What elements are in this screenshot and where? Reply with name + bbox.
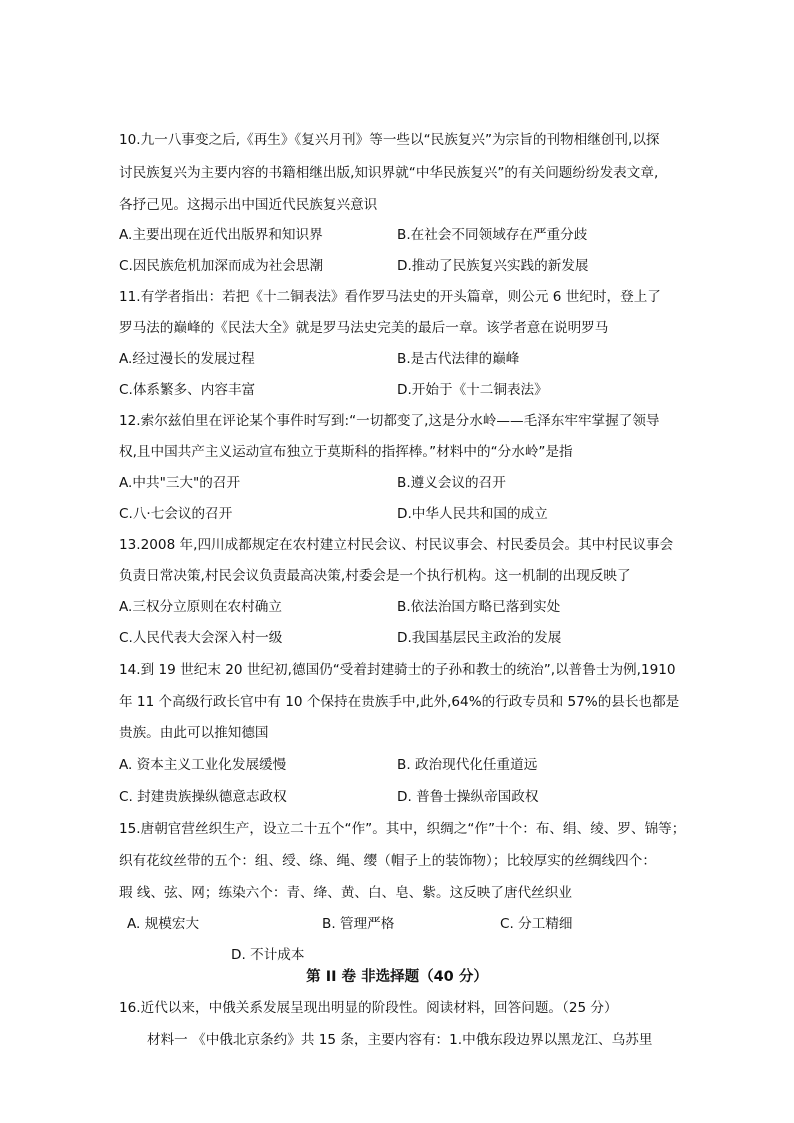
q13-option-d: D.我国基层民主政治的发展 — [397, 630, 562, 646]
q10-line-2: 讨民族复兴为主要内容的书籍相继出版,知识界就“中华民族复兴”的有关问题纷纷发表文章, — [119, 165, 659, 181]
q14-line-3: 贵族。由此可以推知德国 — [119, 725, 269, 741]
q12-line-2: 权,且中国共产主义运动宣布独立于莫斯科的指挥棒。”材料中的“分水岭”是指 — [119, 444, 573, 460]
q11-option-b: B.是古代法律的巅峰 — [397, 351, 520, 367]
q11-option-a: A.经过漫长的发展过程 — [119, 351, 255, 367]
q14-option-a: A. 资本主义工业化发展缓慢 — [119, 757, 287, 773]
q12-option-a: A.中共"三大"的召开 — [119, 475, 241, 491]
q15-option-a: A. 规模宏大 — [127, 916, 200, 932]
q12-option-d: D.中华人民共和国的成立 — [397, 506, 548, 522]
q15-line-3: 瑕 线、弦、网；练染六个：青、绛、黄、白、皂、紫。这反映了唐代丝织业 — [119, 885, 572, 901]
q14-option-c: C. 封建贵族操纵德意志政权 — [119, 789, 287, 805]
q10-option-a: A.主要出现在近代出版界和知识界 — [119, 227, 323, 243]
q16-material-one: 材料一 《中俄北京条约》共 15 条，主要内容有：1.中俄东段边界以黑龙江、乌苏里 — [147, 1032, 653, 1048]
q12-line-1: 12.索尔兹伯里在评论某个事件时写到:“一切都变了,这是分水岭——毛泽东牢牢掌握了领导 — [119, 413, 660, 429]
q12-option-b: B.遵义会议的召开 — [397, 475, 506, 491]
q13-option-c: C.人民代表大会深入村一级 — [119, 630, 283, 646]
q13-option-b: B.依法治国方略已落到实处 — [397, 599, 561, 615]
q15-line-1: 15.唐朝官营丝织生产，设立二十五个“作”。其中，织绸之“作”十个：布、绢、绫、罗、锦等； — [119, 821, 686, 837]
q11-option-c: C.体系繁多、内容丰富 — [119, 382, 256, 398]
q15-line-2: 织有花纹丝带的五个：组、绶、绦、绳、缨（帽子上的装饰物）；比较厚实的丝绸线四个： — [119, 853, 656, 869]
q10-option-c: C.因民族危机加深而成为社会思潮 — [119, 258, 324, 274]
q13-line-2: 负责日常决策,村民会议负责最高决策,村委会是一个执行机构。这一机制的出现反映了 — [119, 568, 631, 584]
q15-option-c: C. 分工精细 — [500, 916, 573, 932]
q14-line-1: 14.到 19 世纪末 20 世纪初,德国仍“受着封建骑士的子孙和教士的统治”,以普鲁士为例,1910 — [119, 662, 676, 678]
q10-option-b: B.在社会不同领域存在严重分歧 — [397, 227, 588, 243]
q10-line-1: 10.九一八事变之后,《再生》《复兴月刊》等一些以“民族复兴”为宗旨的刊物相继创刊,以探 — [119, 132, 660, 148]
q16-stem: 16.近代以来，中俄关系发展呈现出明显的阶段性。阅读材料，回答问题。（25 分） — [119, 1000, 618, 1016]
q13-option-a: A.三权分立原则在农村确立 — [119, 599, 282, 615]
q14-option-d: D. 普鲁士操纵帝国政权 — [397, 789, 539, 805]
q10-line-3: 各抒己见。这揭示出中国近代民族复兴意识 — [119, 197, 378, 213]
q14-line-2: 年 11 个高级行政长官中有 10 个保持在贵族手中,此外,64%的行政专员和 57%的县长也都是 — [119, 694, 680, 710]
q11-line-2: 罗马法的巅峰的《民法大全》就是罗马法史完美的最后一章。该学者意在说明罗马 — [119, 320, 609, 336]
q11-option-d: D.开始于《十二铜表法》 — [397, 382, 548, 398]
q15-option-d: D. 不计成本 — [231, 947, 305, 963]
q10-option-d: D.推动了民族复兴实践的新发展 — [397, 258, 589, 274]
q14-option-b: B. 政治现代化任重道远 — [397, 757, 538, 773]
q15-option-b: B. 管理严格 — [322, 916, 395, 932]
q11-line-1: 11.有学者指出：若把《十二铜表法》看作罗马法史的开头篇章，则公元 6 世纪时，登上了 — [119, 289, 661, 305]
q12-option-c: C.八·七会议的召开 — [119, 506, 233, 522]
q13-line-1: 13.2008 年,四川成都规定在农村建立村民会议、村民议事会、村民委员会。其中村民议事会 — [119, 537, 674, 553]
section-title: 第 II 卷 非选择题（40 分） — [306, 969, 488, 985]
